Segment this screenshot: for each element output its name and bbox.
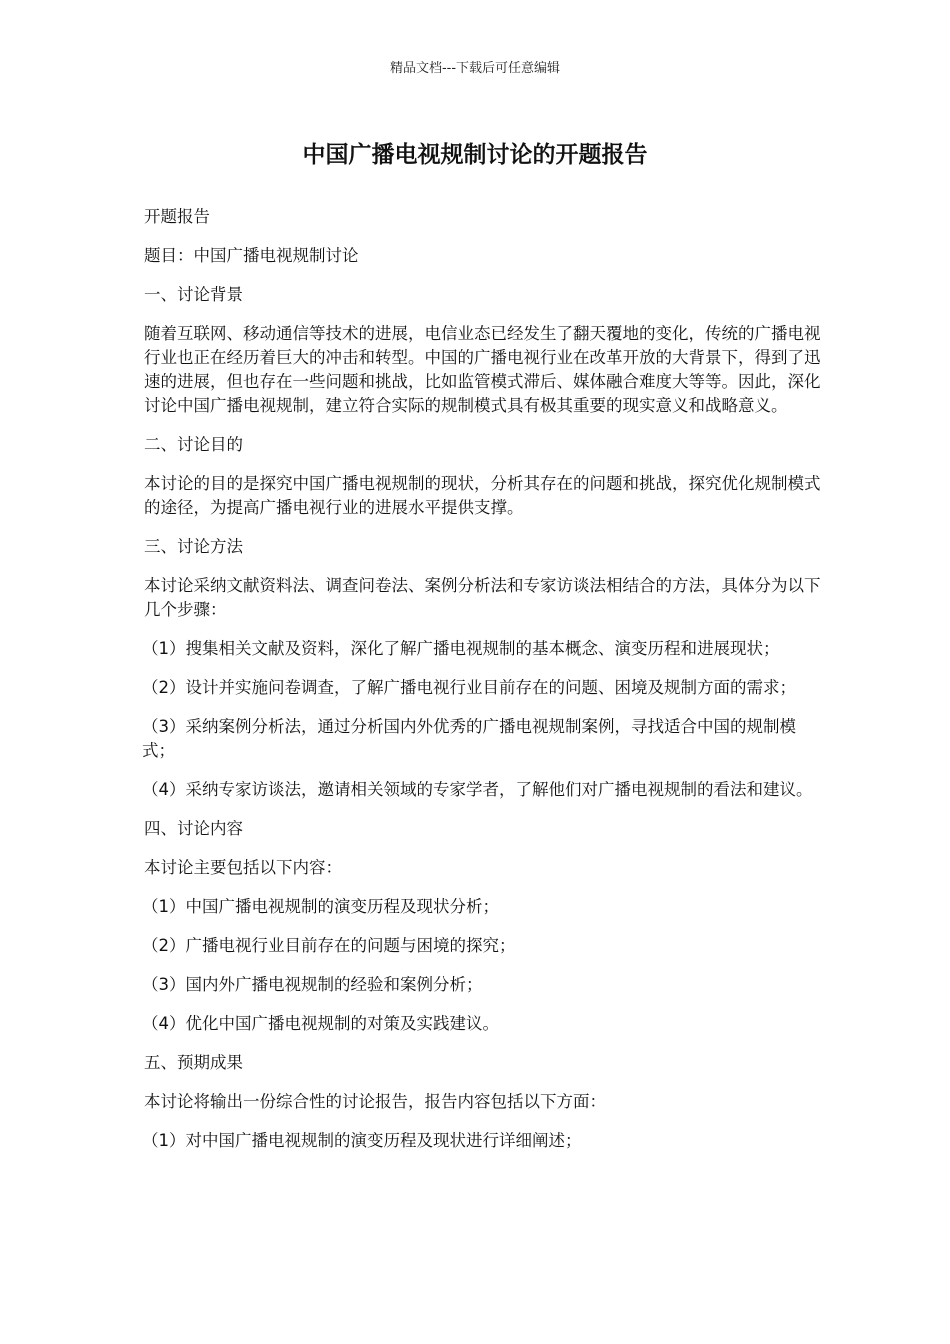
paragraph-purpose: 本讨论的目的是探究中国广播电视规制的现状，分析其存在的问题和挑战，探究优化规制模式的途径，为提高广播电视行业的进展水平提供支撑。 bbox=[144, 474, 821, 517]
list-item-method-1: （1）搜集相关文献及资料，深化了解广播电视规制的基本概念、演变历程和进展现状； bbox=[142, 639, 780, 658]
list-item-content-1: （1）中国广播电视规制的演变历程及现状分析； bbox=[142, 897, 499, 916]
list-item-method-4: （4）采纳专家访谈法，邀请相关领域的专家学者，了解他们对广播电视规制的看法和建议。 bbox=[142, 780, 813, 799]
list-item-content-3: （3）国内外广播电视规制的经验和案例分析； bbox=[142, 975, 483, 994]
list-item-content-2: （2）广播电视行业目前存在的问题与困境的探究； bbox=[142, 936, 516, 955]
section-heading-method: 三、讨论方法 bbox=[144, 537, 243, 556]
list-item-method-3: （3）采纳案例分析法，通过分析国内外优秀的广播电视规制案例，寻找适合中国的规制模式； bbox=[142, 717, 796, 760]
paragraph-results-intro: 本讨论将输出一份综合性的讨论报告，报告内容包括以下方面： bbox=[144, 1092, 606, 1111]
section-heading-background: 一、讨论背景 bbox=[144, 285, 243, 304]
section-heading-results: 五、预期成果 bbox=[144, 1053, 243, 1072]
paragraph-method-intro: 本讨论采纳文献资料法、调查问卷法、案例分析法和专家访谈法相结合的方法，具体分为以下几个步骤： bbox=[144, 576, 821, 619]
list-item-method-2: （2）设计并实施问卷调查，了解广播电视行业目前存在的问题、困境及规制方面的需求； bbox=[142, 678, 796, 697]
section-heading-content: 四、讨论内容 bbox=[144, 819, 243, 838]
list-item-results-1: （1）对中国广播电视规制的演变历程及现状进行详细阐述； bbox=[142, 1131, 582, 1150]
paragraph-background: 随着互联网、移动通信等技术的进展，电信业态已经发生了翻天覆地的变化，传统的广播电视行业也正在经历着巨大的冲击和转型。中国的广播电视行业在改革开放的大背景下，得到了迅速的进展，但也存在一些问题和挑战，比如监管模式滞后、媒体融合难度大等等。因此，深化讨论中国广播电视规制，建立符合实际的规制模式具有极其重要的现实意义和战略意义。 bbox=[144, 324, 821, 415]
paragraph-topic: 题目：中国广播电视规制讨论 bbox=[144, 246, 359, 265]
document-title: 中国广播电视规制讨论的开题报告 bbox=[302, 142, 648, 168]
page-header: 精品文档---下载后可任意编辑 bbox=[389, 61, 561, 76]
document-body bbox=[144, 205, 824, 1168]
paragraph-report-label: 开题报告 bbox=[144, 207, 210, 226]
paragraph-content-intro: 本讨论主要包括以下内容： bbox=[144, 858, 342, 877]
list-item-content-4: （4）优化中国广播电视规制的对策及实践建议。 bbox=[142, 1014, 499, 1033]
section-heading-purpose: 二、讨论目的 bbox=[144, 435, 243, 454]
